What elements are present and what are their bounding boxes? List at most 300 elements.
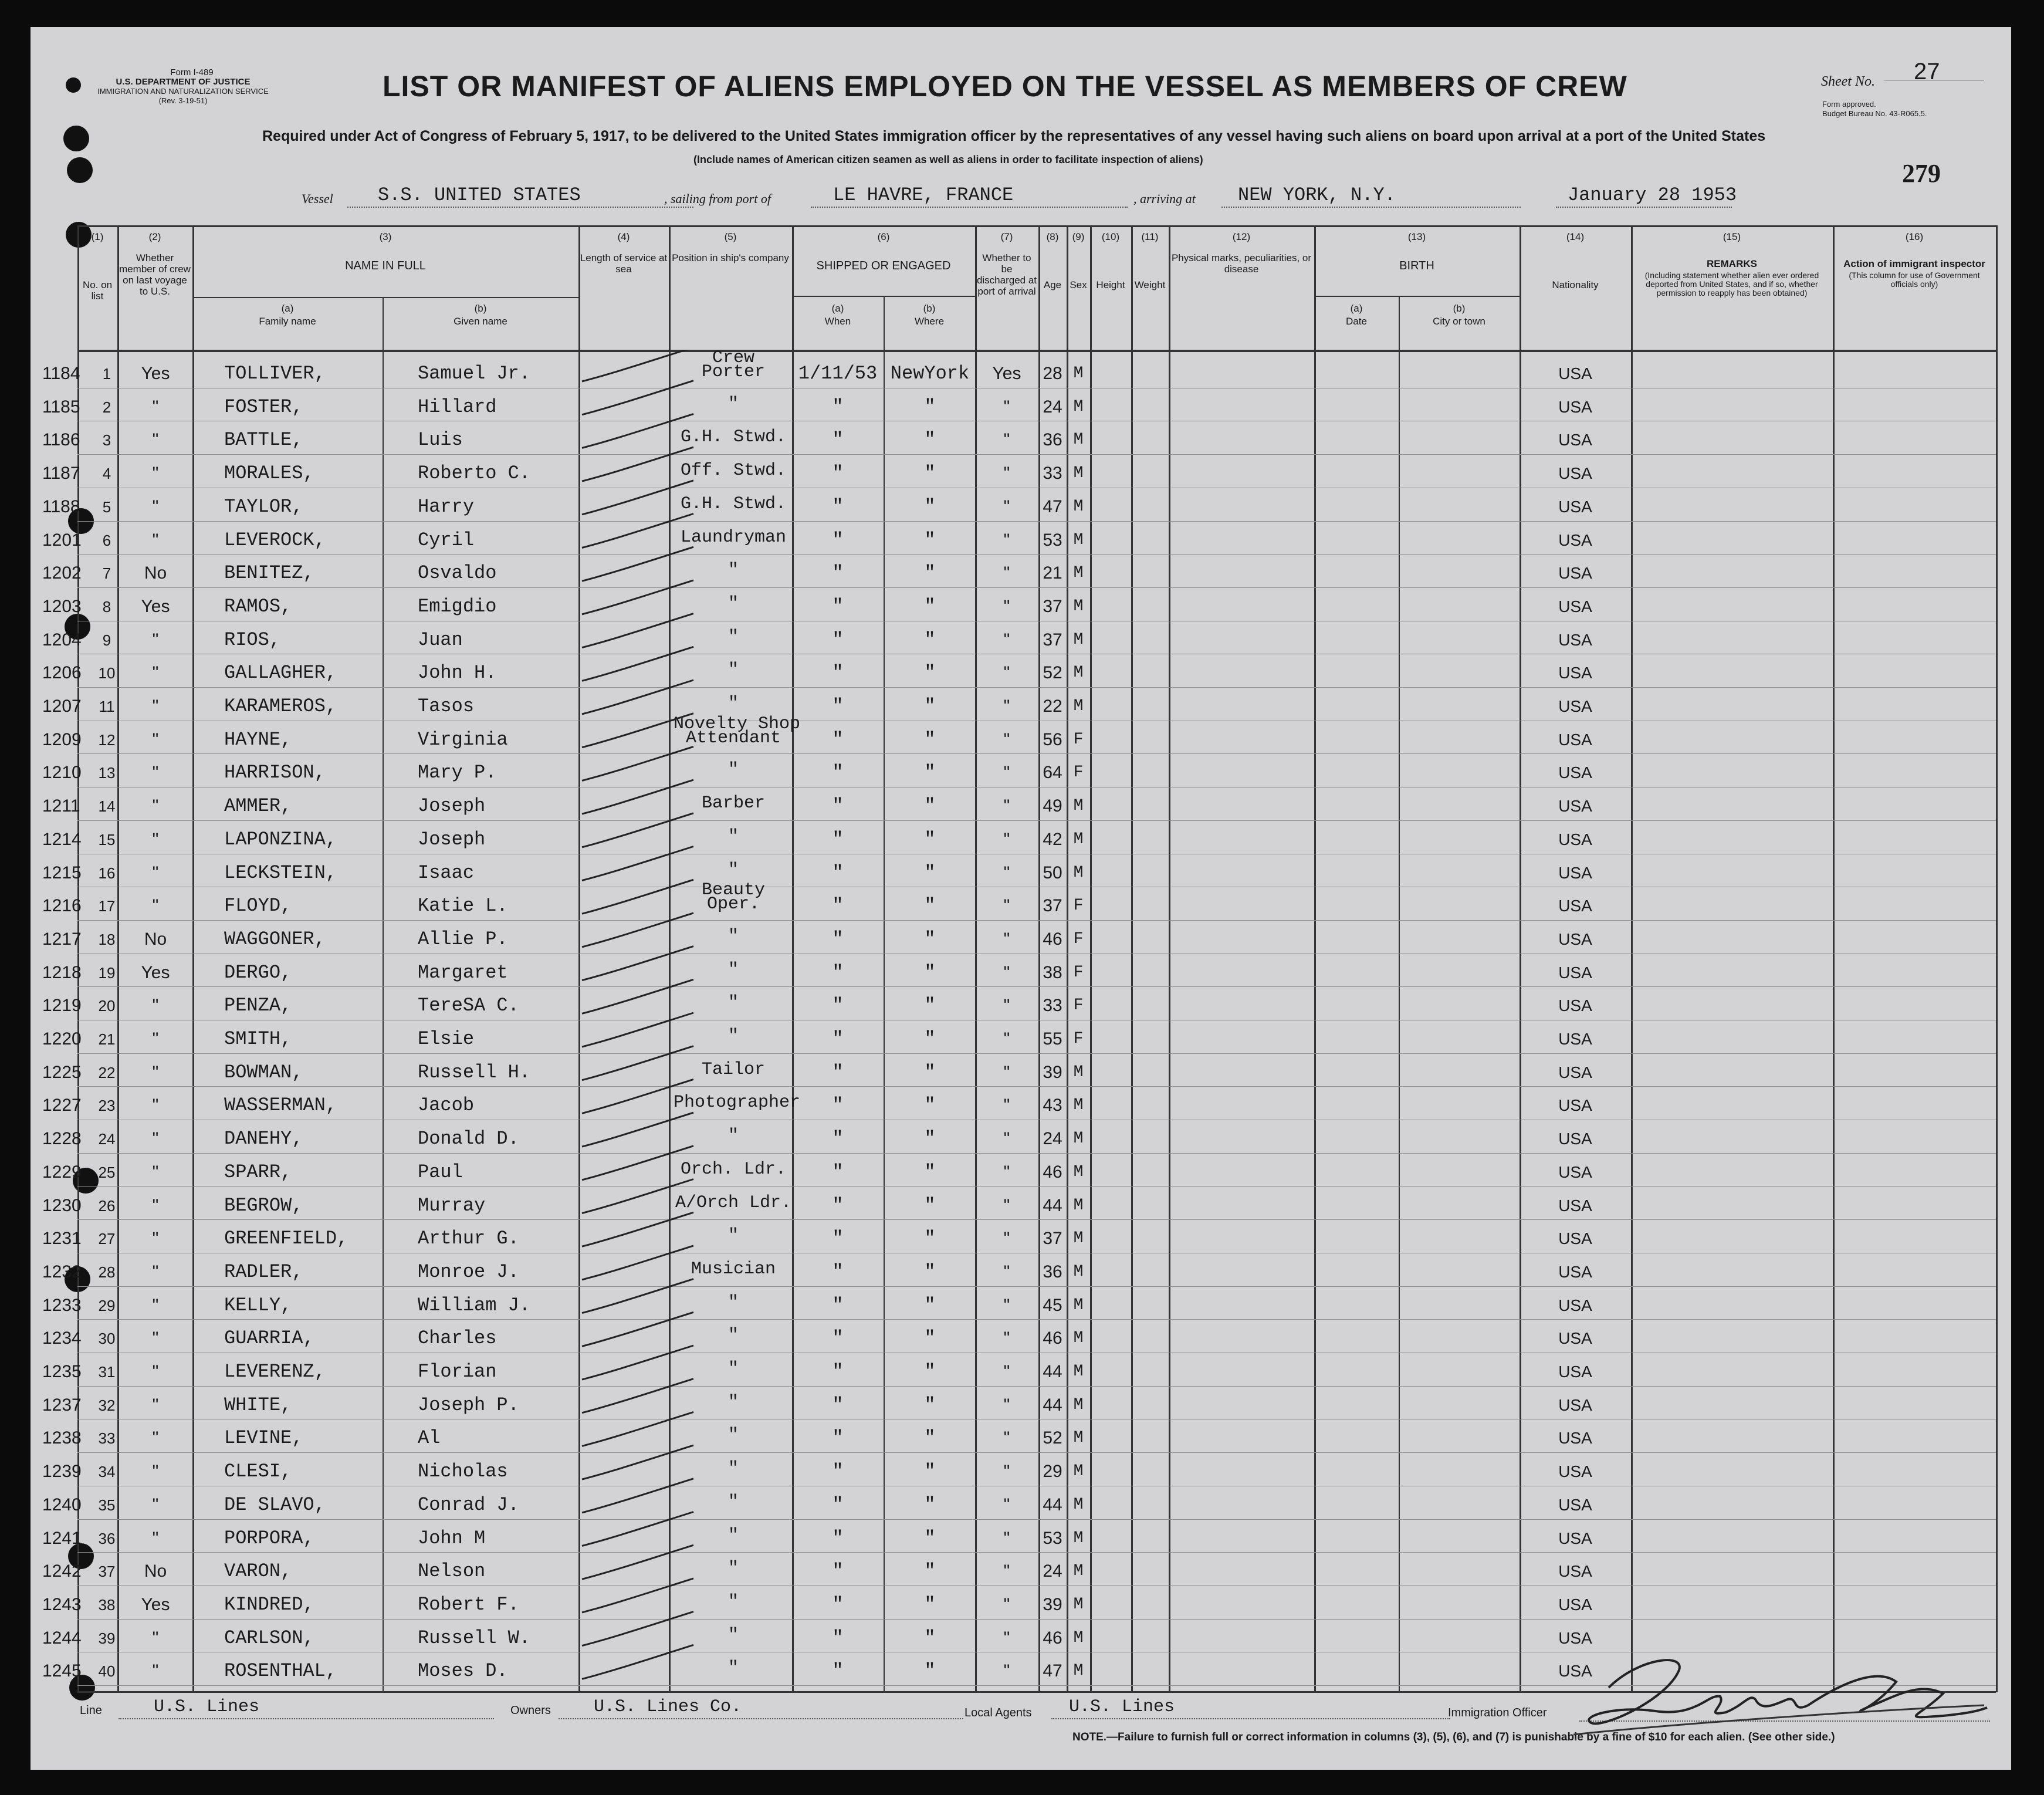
age: 37 xyxy=(1043,596,1062,616)
service-slash xyxy=(582,414,693,448)
shipped-where: " xyxy=(924,728,936,751)
given-name: Charles xyxy=(418,1327,497,1350)
given-name: Isaac xyxy=(418,861,475,884)
column-number: (1) xyxy=(91,231,104,242)
list-number: 25 xyxy=(98,1163,116,1181)
age: 56 xyxy=(1043,729,1062,749)
position: G.H. Stwd. xyxy=(680,493,787,514)
shipped-when: " xyxy=(832,1128,844,1150)
sheet-number: 27 xyxy=(1914,59,1940,84)
service-slash xyxy=(582,1578,693,1613)
sex: M xyxy=(1073,530,1084,549)
position: " xyxy=(727,1658,739,1679)
shipped-when: " xyxy=(832,1028,844,1050)
service-slash xyxy=(582,614,693,648)
family-name: CLESI, xyxy=(224,1461,292,1483)
position: " xyxy=(727,394,739,414)
sex: M xyxy=(1073,1462,1084,1481)
shipped-when: " xyxy=(832,1560,844,1583)
shipped-when: " xyxy=(832,1094,844,1117)
column-number: (13) xyxy=(1407,231,1426,242)
family-name: KINDRED, xyxy=(224,1593,314,1615)
nationality: USA xyxy=(1558,963,1592,982)
sex: M xyxy=(1073,1063,1084,1081)
given-name: Nicholas xyxy=(418,1461,508,1483)
nationality: USA xyxy=(1558,464,1592,483)
manifest-ref-number: 1241 xyxy=(42,1528,82,1548)
age: 47 xyxy=(1043,496,1062,516)
shipped-when: " xyxy=(832,1427,844,1449)
family-name: KARAMEROS, xyxy=(224,695,337,717)
list-number: 9 xyxy=(102,631,111,649)
manifest-ref-number: 1238 xyxy=(42,1428,82,1448)
last-voyage: " xyxy=(152,1528,159,1548)
service-slash xyxy=(582,1545,693,1579)
shipped-when: " xyxy=(832,928,844,950)
service-slash xyxy=(582,1246,693,1280)
position: " xyxy=(727,959,739,980)
family-name: SPARR, xyxy=(224,1161,292,1183)
sex: F xyxy=(1073,929,1084,948)
discharged: " xyxy=(1003,996,1010,1016)
position: " xyxy=(727,826,739,847)
subcolumn-number: (a) xyxy=(831,303,844,314)
last-voyage: " xyxy=(152,630,159,650)
discharged: " xyxy=(1003,1262,1010,1282)
shipped-where: NewYork xyxy=(890,363,970,384)
position: " xyxy=(727,1026,739,1046)
list-number: 23 xyxy=(98,1097,116,1115)
sex: M xyxy=(1073,830,1084,849)
sex: M xyxy=(1073,1562,1084,1581)
punch-hole xyxy=(63,126,89,151)
shipped-where: " xyxy=(924,1493,936,1516)
sex: M xyxy=(1073,564,1084,583)
footer-owners-value: U.S. Lines Co. xyxy=(594,1697,742,1717)
shipped-where: " xyxy=(924,1427,936,1449)
shipped-where: " xyxy=(924,662,936,684)
last-voyage: " xyxy=(152,1328,159,1348)
sex: M xyxy=(1073,1628,1084,1647)
age: 55 xyxy=(1043,1029,1062,1049)
shipped-when: " xyxy=(832,462,844,485)
discharged: " xyxy=(1003,763,1010,783)
column-divider xyxy=(1631,225,1633,1692)
list-number: 21 xyxy=(98,1030,116,1048)
column-number: (15) xyxy=(1722,231,1741,242)
given-name: Donald D. xyxy=(418,1128,519,1150)
age: 44 xyxy=(1043,1362,1062,1381)
nationality: USA xyxy=(1558,797,1592,816)
given-name: Roberto C. xyxy=(418,462,531,485)
position: " xyxy=(727,1326,739,1346)
given-name: Arthur G. xyxy=(418,1228,519,1250)
manifest-ref-number: 1185 xyxy=(42,397,80,417)
sex: M xyxy=(1073,797,1084,816)
sex: M xyxy=(1073,863,1084,882)
discharged: " xyxy=(1003,962,1010,982)
last-voyage: No xyxy=(144,929,167,949)
sex: F xyxy=(1073,763,1084,782)
age: 45 xyxy=(1043,1295,1062,1315)
last-voyage: " xyxy=(152,1395,159,1415)
nationality: USA xyxy=(1558,1130,1592,1148)
nationality: USA xyxy=(1558,630,1592,649)
sex: M xyxy=(1073,664,1084,682)
port-label: , sailing from port of xyxy=(664,191,771,206)
family-name: DE SLAVO, xyxy=(224,1493,326,1516)
family-name: CARLSON, xyxy=(224,1627,314,1649)
last-voyage: " xyxy=(152,530,159,550)
sex: M xyxy=(1073,1329,1084,1348)
discharged: Yes xyxy=(992,364,1021,383)
sex: M xyxy=(1073,431,1084,449)
shipped-when: " xyxy=(832,628,844,651)
position: " xyxy=(727,1226,739,1246)
discharged: " xyxy=(1003,1195,1010,1215)
manifest-ref-number: 1245 xyxy=(42,1661,82,1681)
nationality: USA xyxy=(1558,1662,1592,1681)
nationality: USA xyxy=(1558,664,1592,682)
given-name: Elsie xyxy=(418,1028,475,1050)
shipped-where: " xyxy=(924,1527,936,1549)
discharged: " xyxy=(1003,464,1010,484)
footer-owners-label: Owners xyxy=(510,1704,551,1717)
shipped-where: " xyxy=(924,1361,936,1382)
service-slash xyxy=(582,946,693,981)
row-divider xyxy=(77,1552,1996,1553)
age: 64 xyxy=(1043,763,1062,783)
manifest-ref-number: 1204 xyxy=(42,630,82,650)
position: " xyxy=(727,1292,739,1313)
nationality: USA xyxy=(1558,1429,1592,1448)
manifest-ref-number: 1229 xyxy=(42,1162,82,1182)
subcolumn-number: (b) xyxy=(474,303,487,314)
shipped-where: " xyxy=(924,1627,936,1649)
last-voyage: " xyxy=(152,697,159,716)
discharged: " xyxy=(1003,496,1010,516)
last-voyage: " xyxy=(152,1495,159,1515)
given-name: Florian xyxy=(418,1361,497,1382)
column-number: (14) xyxy=(1566,231,1585,242)
list-number: 1 xyxy=(102,365,111,383)
row-divider xyxy=(77,1452,1996,1453)
last-voyage: " xyxy=(152,863,159,883)
nationality: USA xyxy=(1558,1462,1592,1481)
birth-split-line xyxy=(1399,296,1400,1691)
sex: F xyxy=(1073,730,1084,749)
shipped-when: " xyxy=(832,395,844,418)
column-divider xyxy=(1996,225,1998,1692)
service-slash xyxy=(582,746,693,780)
subcolumn-number: (b) xyxy=(923,303,936,314)
subcolumn-header: Where xyxy=(914,316,945,327)
position: " xyxy=(727,1425,739,1446)
shipped-where: " xyxy=(924,1228,936,1250)
row-divider xyxy=(77,986,1996,987)
position: " xyxy=(727,1392,739,1412)
sex: M xyxy=(1073,1595,1084,1614)
nationality: USA xyxy=(1558,863,1592,882)
family-name: RADLER, xyxy=(224,1260,303,1283)
discharged: " xyxy=(1003,929,1010,949)
family-name: BEGROW, xyxy=(224,1194,303,1216)
service-slash xyxy=(582,1179,693,1213)
manifest-ref-number: 1231 xyxy=(42,1229,82,1249)
shipped-where: " xyxy=(924,562,936,584)
service-slash xyxy=(582,547,693,581)
service-slash xyxy=(582,381,693,415)
shipped-where: " xyxy=(924,795,936,817)
list-number: 36 xyxy=(98,1529,116,1547)
age: 44 xyxy=(1043,1395,1062,1415)
nationality: USA xyxy=(1558,397,1592,416)
column-divider xyxy=(1833,225,1835,1692)
service-slash xyxy=(582,780,693,814)
row-divider xyxy=(77,1219,1996,1220)
shipped-when: " xyxy=(832,562,844,584)
position: " xyxy=(727,860,739,880)
table-top-border xyxy=(77,225,1996,227)
list-number: 19 xyxy=(98,964,116,982)
given-name: John M xyxy=(418,1527,486,1549)
manifest-ref-number: 1206 xyxy=(42,663,82,683)
discharged: " xyxy=(1003,697,1010,716)
manifest-ref-number: 1225 xyxy=(42,1062,82,1082)
family-name: GREENFIELD, xyxy=(224,1228,348,1250)
given-name: Samuel Jr. xyxy=(418,363,531,384)
column-header: Length of service at sea xyxy=(580,252,668,275)
manifest-ref-number: 1235 xyxy=(42,1362,82,1381)
column-divider xyxy=(1169,225,1170,1692)
sex: M xyxy=(1073,1096,1084,1115)
service-slash xyxy=(582,880,693,914)
position: Photographer xyxy=(674,1093,801,1113)
footer-line-dotline xyxy=(119,1718,494,1719)
shipped-when: " xyxy=(832,795,844,817)
manifest-ref-number: 1234 xyxy=(42,1328,82,1348)
given-name: Paul xyxy=(418,1161,463,1183)
shipped-when: " xyxy=(832,1061,844,1083)
footer-officer-label: Immigration Officer xyxy=(1448,1706,1547,1719)
age: 36 xyxy=(1043,1262,1062,1282)
position: Crew Porter xyxy=(701,348,766,382)
age: 43 xyxy=(1043,1096,1062,1115)
column-header: Weight xyxy=(1134,279,1166,290)
sex: M xyxy=(1073,1529,1084,1547)
sex: M xyxy=(1073,397,1084,416)
given-name: Margaret xyxy=(418,961,508,983)
shipped-where: " xyxy=(924,1194,936,1216)
given-name: Luis xyxy=(418,429,463,451)
age: 33 xyxy=(1043,464,1062,484)
service-slash xyxy=(582,1445,693,1479)
budget-bureau: Budget Bureau No. 43-R065.5. xyxy=(1822,109,1927,118)
nationality: USA xyxy=(1558,1363,1592,1381)
vessel-label: Vessel xyxy=(302,191,333,206)
nationality: USA xyxy=(1558,929,1592,948)
last-voyage: " xyxy=(152,430,159,450)
shipped-when: " xyxy=(832,495,844,518)
list-number: 38 xyxy=(98,1595,116,1614)
manifest-ref-number: 1209 xyxy=(42,729,82,749)
shipped-where: " xyxy=(924,1593,936,1615)
position: Musician xyxy=(691,1259,776,1279)
shipped-where: " xyxy=(924,961,936,983)
sex: M xyxy=(1073,1662,1084,1681)
document-title: LIST OR MANIFEST OF ALIENS EMPLOYED ON THE VESSEL AS MEMBERS OF CREW xyxy=(383,70,1627,103)
manifest-ref-number: 1228 xyxy=(42,1129,82,1149)
nationality: USA xyxy=(1558,497,1592,516)
shipped-when: " xyxy=(832,1394,844,1416)
list-number: 5 xyxy=(102,498,111,516)
list-number: 31 xyxy=(98,1363,116,1381)
last-voyage: " xyxy=(152,1295,159,1315)
given-name: Hillard xyxy=(418,395,497,418)
row-divider xyxy=(77,521,1996,522)
discharged: " xyxy=(1003,1661,1010,1681)
family-name: FOSTER, xyxy=(224,395,303,418)
column-divider xyxy=(1131,225,1133,1692)
table-header-border xyxy=(77,350,1996,352)
age: 44 xyxy=(1043,1195,1062,1215)
arrival-port: NEW YORK, N.Y. xyxy=(1238,184,1396,206)
age: 46 xyxy=(1043,1628,1062,1648)
age: 37 xyxy=(1043,896,1062,916)
age: 50 xyxy=(1043,863,1062,883)
discharged: " xyxy=(1003,829,1010,849)
given-name: Moses D. xyxy=(418,1660,508,1682)
family-name: BOWMAN, xyxy=(224,1061,303,1083)
list-number: 20 xyxy=(98,997,116,1015)
last-voyage: Yes xyxy=(141,364,170,383)
sex: M xyxy=(1073,364,1084,383)
age: 53 xyxy=(1043,1528,1062,1548)
manifest-ref-number: 1188 xyxy=(42,496,80,516)
sex: M xyxy=(1073,597,1084,616)
list-number: 4 xyxy=(102,465,111,483)
shipped-where: " xyxy=(924,695,936,717)
subcolumn-header: Given name xyxy=(454,316,507,327)
name-subheader-line xyxy=(192,297,578,298)
manifest-ref-number: 1227 xyxy=(42,1096,82,1115)
service-slash xyxy=(582,447,693,481)
position: Laundryman xyxy=(680,527,787,547)
age: 37 xyxy=(1043,630,1062,650)
service-slash xyxy=(582,813,693,847)
service-slash xyxy=(582,514,693,548)
form-number: Form I-489 xyxy=(170,67,214,77)
sex: F xyxy=(1073,996,1084,1015)
list-number: 29 xyxy=(98,1296,116,1314)
row-divider xyxy=(77,1386,1996,1387)
service-slash xyxy=(582,714,693,748)
position: Beauty Oper. xyxy=(701,880,766,915)
list-number: 3 xyxy=(102,431,111,449)
arrival-dotline xyxy=(1221,207,1521,208)
manifest-ref-number: 1237 xyxy=(42,1395,82,1415)
shipped-when: " xyxy=(832,995,844,1017)
shipped-when: " xyxy=(832,662,844,684)
nationality: USA xyxy=(1558,1030,1592,1048)
shipped-when: " xyxy=(832,762,844,784)
manifest-ref-number: 1218 xyxy=(42,962,82,982)
nationality: USA xyxy=(1558,530,1592,549)
list-number: 7 xyxy=(102,564,111,583)
position: " xyxy=(727,1126,739,1147)
row-divider xyxy=(77,1086,1996,1087)
list-number: 33 xyxy=(98,1429,116,1448)
subcolumn-header: City or town xyxy=(1433,316,1485,327)
last-voyage: " xyxy=(152,1062,159,1082)
list-number: 30 xyxy=(98,1330,116,1348)
discharged: " xyxy=(1003,1462,1010,1482)
row-divider xyxy=(77,687,1996,688)
shipped-where: " xyxy=(924,928,936,950)
list-number: 37 xyxy=(98,1563,116,1581)
discharged: " xyxy=(1003,397,1010,417)
age: 36 xyxy=(1043,430,1062,450)
subcolumn-header: When xyxy=(824,316,851,327)
family-name: BENITEZ, xyxy=(224,562,314,584)
row-divider xyxy=(77,920,1996,921)
list-number: 15 xyxy=(98,830,116,849)
nationality: USA xyxy=(1558,1562,1592,1581)
shipped-when: " xyxy=(832,1327,844,1350)
shipped-where: " xyxy=(924,595,936,617)
column-header: Whether to be discharged at port of arrival xyxy=(976,252,1037,297)
manifest-ref-number: 1216 xyxy=(42,896,82,916)
list-number: 11 xyxy=(99,698,115,715)
age: 24 xyxy=(1043,1561,1062,1581)
list-number: 22 xyxy=(98,1063,116,1081)
sex: M xyxy=(1073,1196,1084,1215)
discharged: " xyxy=(1003,1096,1010,1115)
given-name: Al xyxy=(418,1427,441,1449)
service-slash xyxy=(582,1146,693,1180)
manifest-ref-number: 1210 xyxy=(42,763,82,783)
age: 53 xyxy=(1043,530,1062,550)
sex: F xyxy=(1073,897,1084,915)
column-divider xyxy=(1090,225,1092,1692)
last-voyage: " xyxy=(152,829,159,849)
list-number: 26 xyxy=(98,1196,116,1215)
discharged: " xyxy=(1003,1129,1010,1149)
manifest-ref-number: 1244 xyxy=(42,1628,82,1648)
family-name: GUARRIA, xyxy=(224,1327,314,1350)
shipped-when: " xyxy=(832,1493,844,1516)
shipped-when: " xyxy=(832,1527,844,1549)
sex: M xyxy=(1073,1363,1084,1381)
list-number: 27 xyxy=(98,1230,116,1248)
column-number: (16) xyxy=(1905,231,1924,242)
column-divider xyxy=(1314,225,1316,1692)
nationality: USA xyxy=(1558,1196,1592,1215)
given-name: Juan xyxy=(418,628,463,651)
discharged: " xyxy=(1003,1528,1010,1548)
age: 39 xyxy=(1043,1594,1062,1614)
subcolumn-header: Family name xyxy=(259,316,316,327)
shipped-where: " xyxy=(924,1161,936,1183)
discharged: " xyxy=(1003,1495,1010,1515)
nationality: USA xyxy=(1558,564,1592,583)
name-split-line xyxy=(383,297,384,1691)
discharged: " xyxy=(1003,1029,1010,1049)
row-divider xyxy=(77,1286,1996,1287)
given-name: Mary P. xyxy=(418,762,497,784)
service-slash xyxy=(582,1412,693,1446)
position: Orch. Ldr. xyxy=(680,1159,787,1179)
